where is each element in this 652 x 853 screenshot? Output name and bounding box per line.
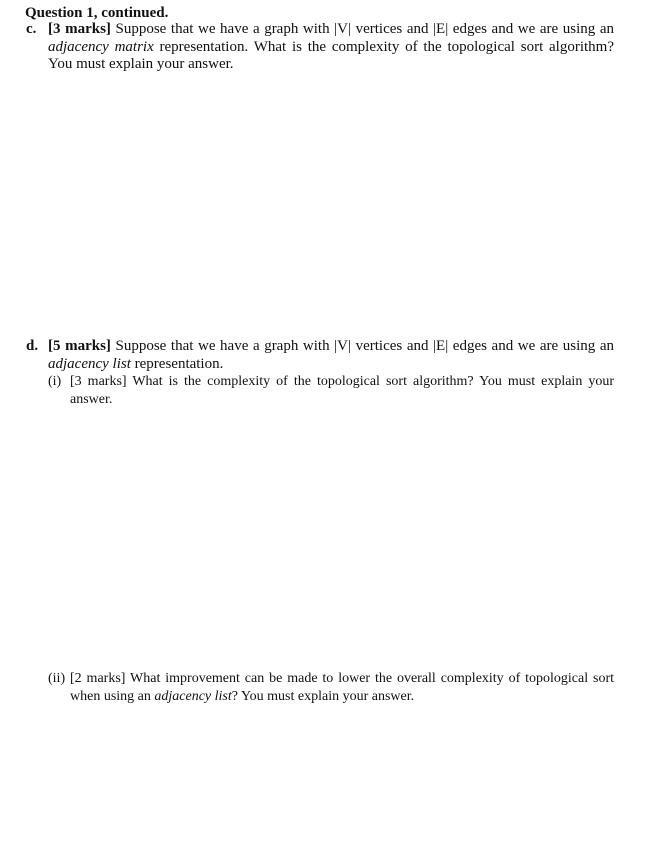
sub-ii-number: (ii)	[48, 671, 66, 686]
question-part-d-i	[48, 373, 614, 408]
part-c-marks: [3 marks]	[48, 21, 111, 37]
sub-ii-emphasis: adjacency list	[154, 688, 232, 704]
part-d-text-2: representation.	[130, 355, 224, 372]
part-d-text-1: Suppose that we have a graph with |V| vertices and |E| edges and we are using an	[110, 338, 614, 354]
sub-ii-text	[70, 670, 614, 705]
sub-i-line-1: [3 marks] What is the complexity of the topological sort algorithm? You must explain your	[70, 374, 614, 389]
sub-ii-text-1: [2 marks] What improvement can be made to lower the overall complexity of topological sort when using an	[70, 671, 614, 704]
question-part-d-ii	[48, 670, 614, 705]
part-d-text	[48, 338, 614, 373]
part-d-emphasis: adjacency list	[48, 355, 131, 372]
part-c-text-1: Suppose that we have a graph with |V| vertices and |E| edges and we are using an	[110, 21, 614, 37]
part-d-marks: [5 marks]	[48, 338, 111, 354]
part-c-text-2: representation. What is the complexity of the topological sort algorithm? You must explain your answer.	[48, 38, 614, 72]
part-c-letter: c.	[26, 21, 37, 37]
sub-i-number: (i)	[48, 374, 62, 389]
question-heading: Question 1, continued.	[25, 5, 169, 21]
sub-i-line-2: answer.	[70, 391, 113, 407]
part-d-letter: d.	[26, 338, 39, 354]
sub-ii-text-2: ? You must explain your answer.	[231, 688, 415, 704]
part-c-text	[48, 21, 614, 74]
sub-i-text	[70, 373, 614, 408]
question-part-d	[26, 338, 614, 373]
part-c-emphasis: adjacency matrix	[48, 38, 154, 55]
question-part-c	[26, 21, 614, 74]
